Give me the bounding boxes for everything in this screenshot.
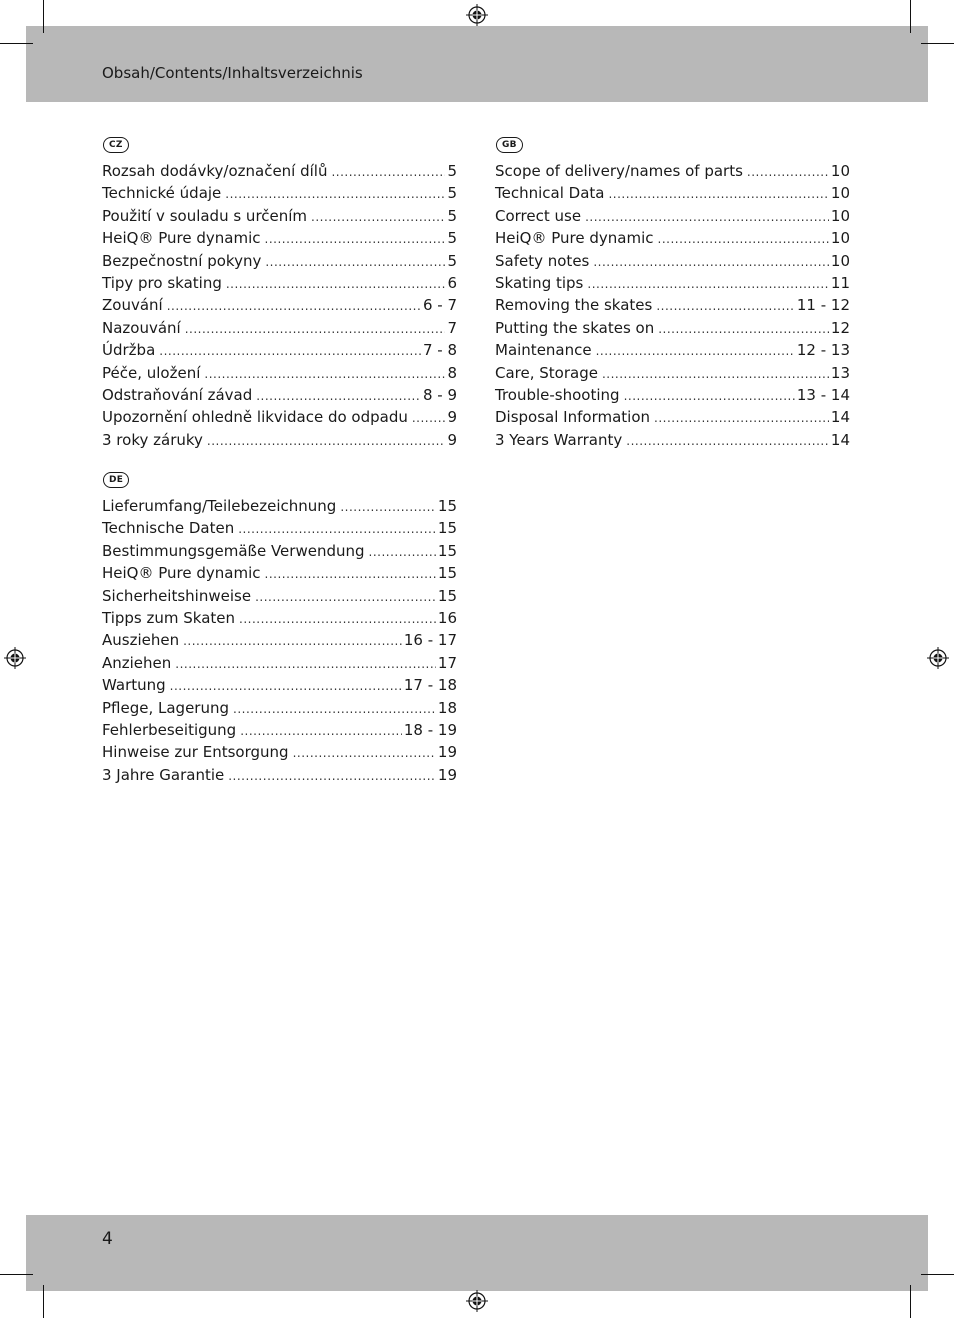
toc-entry[interactable]	[102, 585, 457, 607]
toc-entry[interactable]	[102, 362, 457, 384]
toc-entry-page: 11 - 12	[796, 296, 850, 315]
toc-leader-dots	[658, 228, 829, 250]
toc-entry[interactable]	[102, 764, 457, 786]
toc-entry-title: Anziehen	[102, 653, 172, 672]
toc-entry-page: 14	[830, 430, 850, 449]
toc-entry[interactable]	[102, 250, 457, 272]
toc-entry-title: Tipps zum Skaten	[102, 608, 236, 627]
toc-entry[interactable]	[102, 540, 457, 562]
toc-entry[interactable]	[495, 272, 850, 294]
registration-mark-icon	[4, 647, 26, 669]
toc-leader-dots	[170, 675, 402, 697]
toc-entry[interactable]	[102, 182, 457, 204]
toc-entry-page: 18 - 19	[403, 720, 457, 739]
toc-entry-title: Correct use	[495, 206, 582, 225]
registration-mark-icon	[466, 1290, 488, 1312]
toc-entry[interactable]	[495, 227, 850, 249]
toc-leader-dots	[602, 363, 829, 385]
toc-entry-page: 7	[447, 318, 457, 337]
toc-entry[interactable]	[495, 205, 850, 227]
toc-entry[interactable]	[102, 607, 457, 629]
toc-entry-page: 13 - 14	[796, 385, 850, 404]
toc-entry-page: 15	[437, 564, 457, 583]
toc-entry[interactable]	[102, 697, 457, 719]
toc-leader-dots	[656, 295, 795, 317]
toc-entry-page: 17 - 18	[403, 676, 457, 695]
toc-leader-dots	[239, 608, 436, 630]
toc-leader-dots	[207, 430, 446, 452]
crop-mark	[0, 43, 33, 44]
toc-leader-dots	[369, 541, 436, 563]
toc-leader-dots	[265, 228, 446, 250]
toc-entry-title: Ausziehen	[102, 631, 180, 650]
toc-entry-page: 10	[830, 251, 850, 270]
toc-entry[interactable]	[102, 674, 457, 696]
toc-leader-dots	[626, 430, 829, 452]
toc-entry-page: 6	[447, 273, 457, 292]
footer-band	[26, 1215, 928, 1291]
toc-leader-dots	[587, 273, 829, 295]
toc-leader-dots	[412, 407, 446, 429]
toc-leader-dots	[608, 183, 828, 205]
toc-entry[interactable]	[102, 294, 457, 316]
toc-entry-page: 11	[830, 273, 850, 292]
toc-entry[interactable]	[495, 339, 850, 361]
toc-entry-title: Odstraňování závad	[102, 385, 253, 404]
toc-entry-page: 15	[437, 586, 457, 605]
toc-leader-dots	[159, 340, 421, 362]
toc-entry-page: 10	[830, 184, 850, 203]
toc-entry-title: Technical Data	[495, 184, 605, 203]
toc-list	[102, 160, 457, 451]
toc-entry-page: 18	[437, 698, 457, 717]
toc-entry[interactable]	[102, 205, 457, 227]
toc-entry-title: Wartung	[102, 676, 166, 695]
toc-entry[interactable]	[495, 294, 850, 316]
toc-entry-title: Pflege, Lagerung	[102, 698, 230, 717]
toc-entry-title: Zouvání	[102, 296, 163, 315]
toc-entry-title: Fehlerbeseitigung	[102, 720, 237, 739]
toc-leader-dots	[175, 653, 436, 675]
toc-leader-dots	[593, 251, 829, 273]
toc-entry-title: Trouble-shooting	[495, 385, 620, 404]
toc-entry-page: 10	[830, 206, 850, 225]
toc-entry-title: Lieferumfang/Teilebezeichnung	[102, 497, 337, 515]
toc-entry-page: 17	[437, 653, 457, 672]
toc-leader-dots	[238, 518, 436, 540]
toc-leader-dots	[585, 206, 829, 228]
toc-entry-title: Bezpečnostní pokyny	[102, 251, 262, 270]
toc-leader-dots	[226, 273, 446, 295]
toc-entry-page: 5	[447, 162, 457, 180]
toc-entry-title: Péče, uložení	[102, 363, 201, 382]
toc-entry-page: 6 - 7	[422, 296, 457, 315]
toc-entry[interactable]	[102, 719, 457, 741]
toc-leader-dots	[624, 385, 795, 407]
toc-entry-page: 7 - 8	[422, 341, 457, 360]
toc-leader-dots	[233, 698, 436, 720]
toc-entry-title: HeiQ® Pure dynamic	[102, 229, 261, 248]
toc-entry-page: 10	[830, 229, 850, 248]
toc-entry[interactable]	[495, 182, 850, 204]
toc-leader-dots	[596, 340, 795, 362]
toc-leader-dots	[654, 407, 829, 429]
toc-leader-dots	[265, 251, 445, 273]
toc-entry[interactable]	[495, 429, 850, 451]
crop-mark	[921, 43, 954, 44]
toc-list	[102, 495, 457, 786]
toc-leader-dots	[256, 385, 421, 407]
toc-entry-title: Putting the skates on	[495, 318, 655, 337]
toc-entry[interactable]	[102, 339, 457, 361]
toc-entry-page: 15	[437, 497, 457, 515]
toc-section-gb	[495, 132, 850, 451]
toc-entry-page: 16	[437, 608, 457, 627]
toc-leader-dots	[255, 586, 436, 608]
toc-entry[interactable]	[495, 384, 850, 406]
toc-entry-page: 5	[447, 229, 457, 248]
registration-mark-icon	[927, 647, 949, 669]
toc-entry-page: 8	[447, 363, 457, 382]
crop-mark	[0, 1274, 33, 1275]
toc-entry[interactable]	[102, 384, 457, 406]
toc-entry[interactable]	[102, 517, 457, 539]
toc-entry[interactable]	[102, 562, 457, 584]
language-badge-de: DE	[103, 472, 129, 488]
toc-entry-title: Bestimmungsgemäße Verwendung	[102, 541, 365, 560]
toc-leader-dots	[240, 720, 402, 742]
toc-entry-title: 3 roky záruky	[102, 430, 203, 449]
toc-leader-dots	[228, 765, 436, 787]
toc-entry[interactable]	[102, 317, 457, 339]
toc-entry[interactable]	[102, 406, 457, 428]
toc-section-de	[102, 467, 457, 786]
toc-entry-page: 19	[437, 765, 457, 784]
toc-entry[interactable]	[495, 406, 850, 428]
toc-entry-title: HeiQ® Pure dynamic	[102, 564, 261, 583]
toc-entry-page: 14	[830, 408, 850, 427]
toc-list	[495, 160, 850, 451]
toc-entry-page: 5	[447, 184, 457, 203]
toc-leader-dots	[183, 630, 402, 652]
toc-entry-page: 12 - 13	[796, 341, 850, 360]
toc-entry[interactable]	[102, 629, 457, 651]
toc-entry-title: Rozsah dodávky/označení dílů	[102, 162, 328, 180]
toc-entry-page: 5	[447, 206, 457, 225]
crop-mark	[43, 1285, 44, 1318]
toc-entry-title: Scope of delivery/names of parts	[495, 162, 743, 180]
toc-entry-page: 12	[830, 318, 850, 337]
toc-entry[interactable]	[495, 250, 850, 272]
toc-entry-title: Care, Storage	[495, 363, 598, 382]
toc-entry-page: 15	[437, 541, 457, 560]
toc-leader-dots	[293, 742, 436, 764]
toc-entry-title: Technische Daten	[102, 519, 235, 538]
toc-entry[interactable]	[102, 429, 457, 451]
toc-entry-title: Nazouvání	[102, 318, 181, 337]
toc-entry-page: 9	[447, 430, 457, 449]
language-badge-gb: GB	[496, 137, 523, 153]
toc-entry-page: 15	[437, 519, 457, 538]
language-badge-cz: CZ	[103, 137, 129, 153]
toc-leader-dots	[265, 563, 436, 585]
toc-entry-title: Údržba	[102, 341, 156, 360]
toc-entry-title: Upozornění ohledně likvidace do odpadu	[102, 408, 408, 427]
toc-entry[interactable]	[102, 160, 457, 182]
toc-leader-dots	[340, 496, 436, 518]
toc-entry[interactable]	[495, 317, 850, 339]
toc-entry-page: 5	[447, 251, 457, 270]
page-title: Obsah/Contents/Inhaltsverzeichnis	[102, 64, 363, 82]
toc-entry-page: 8 - 9	[422, 385, 457, 404]
toc-entry-page: 10	[830, 162, 850, 180]
toc-entry[interactable]	[102, 227, 457, 249]
toc-entry-page: 19	[437, 743, 457, 762]
toc-leader-dots	[225, 183, 445, 205]
toc-leader-dots	[204, 363, 445, 385]
toc-leader-dots	[747, 161, 829, 183]
toc-entry[interactable]	[495, 160, 850, 182]
toc-leader-dots	[331, 161, 445, 183]
toc-entry[interactable]	[102, 652, 457, 674]
toc-entry-title: Sicherheitshinweise	[102, 586, 252, 605]
crop-mark	[910, 1285, 911, 1318]
toc-entry-title: Maintenance	[495, 341, 592, 360]
toc-entry-title: Safety notes	[495, 251, 590, 270]
toc-entry[interactable]	[102, 272, 457, 294]
crop-mark	[43, 0, 44, 33]
toc-entry-title: Removing the skates	[495, 296, 653, 315]
toc-leader-dots	[185, 318, 446, 340]
toc-entry-title: 3 Years Warranty	[495, 430, 623, 449]
toc-entry-page: 16 - 17	[403, 631, 457, 650]
toc-section-cz	[102, 132, 457, 451]
toc-entry-title: Použití v souladu s určením	[102, 206, 308, 225]
toc-leader-dots	[658, 318, 829, 340]
toc-entry-page: 9	[447, 408, 457, 427]
toc-entry[interactable]	[102, 495, 457, 517]
toc-leader-dots	[167, 295, 421, 317]
registration-mark-icon	[466, 4, 488, 26]
toc-entry-title: Tipy pro skating	[102, 273, 222, 292]
toc-leader-dots	[311, 206, 445, 228]
toc-entry[interactable]	[102, 741, 457, 763]
toc-entry-title: Technické údaje	[102, 184, 222, 203]
toc-entry[interactable]	[495, 362, 850, 384]
toc-entry-page: 13	[830, 363, 850, 382]
crop-mark	[910, 0, 911, 33]
toc-entry-title: Hinweise zur Entsorgung	[102, 743, 289, 762]
crop-mark	[921, 1274, 954, 1275]
page-number: 4	[102, 1229, 113, 1249]
toc-entry-title: Disposal Information	[495, 408, 651, 427]
toc-entry-title: Skating tips	[495, 273, 584, 292]
toc-entry-title: 3 Jahre Garantie	[102, 765, 225, 784]
toc-entry-title: HeiQ® Pure dynamic	[495, 229, 654, 248]
